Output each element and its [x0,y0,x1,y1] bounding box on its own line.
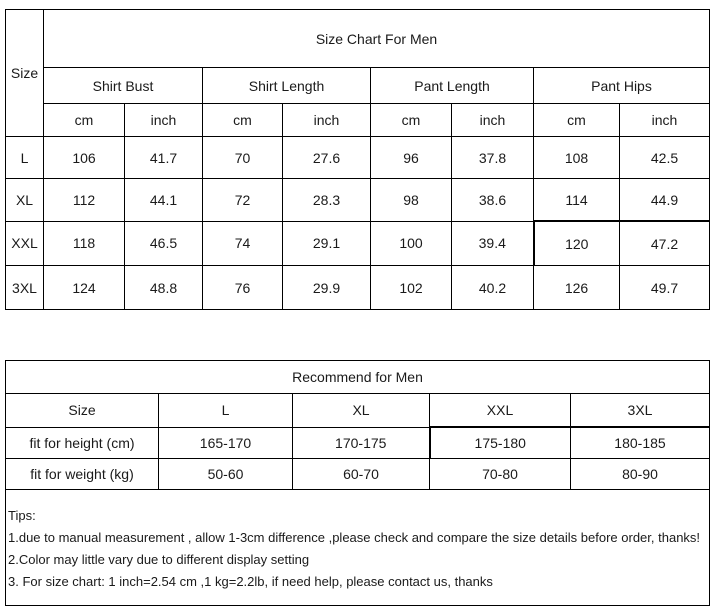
table-cell: 28.3 [283,179,371,222]
table-cell: 74 [203,221,283,266]
size-corner-label: Size [6,10,44,137]
table-cell: 80-90 [571,459,710,490]
table-cell: 49.7 [620,266,710,310]
table-cell: 39.4 [452,221,534,266]
table-cell: 112 [44,179,125,222]
table-row [6,179,710,222]
table-cell: 96 [371,137,452,179]
unit-header: cm [371,104,452,137]
recommend-table [5,360,710,606]
table-cell: 70 [203,137,283,179]
table-row [6,427,710,459]
size-header: XXL [430,394,571,428]
size-header: XL [293,394,430,428]
table-cell: 44.1 [125,179,203,222]
size-label: L [6,137,44,179]
table-row [6,137,710,179]
tip-line: 1.due to manual measurement , allow 1-3cm difference ,please check and compare the size details before order, thanks! [8,530,701,545]
table-cell: 165-170 [159,427,293,459]
unit-header: inch [125,104,203,137]
table-cell: 41.7 [125,137,203,179]
table-cell: 175-180 [430,427,571,459]
table-row [6,221,710,266]
table-cell: 98 [371,179,452,222]
table-cell: 106 [44,137,125,179]
table-cell: 37.8 [452,137,534,179]
size-chart-title: Size Chart For Men [44,10,710,68]
group-header: Shirt Bust [44,68,203,104]
size-header: L [159,394,293,428]
unit-header: cm [44,104,125,137]
unit-header: inch [452,104,534,137]
table-cell: 72 [203,179,283,222]
size-label: XXL [6,221,44,266]
table-cell: 70-80 [430,459,571,490]
table-row [6,266,710,310]
table-cell: 29.9 [283,266,371,310]
row-label: fit for weight (kg) [6,459,159,490]
table-cell: 60-70 [293,459,430,490]
size-chart-table [5,9,710,310]
unit-header: cm [534,104,620,137]
unit-header: cm [203,104,283,137]
tip-line: 2.Color may little vary due to different display setting [8,552,310,567]
table-cell: 126 [534,266,620,310]
table-row [6,459,710,490]
table-cell: 48.8 [125,266,203,310]
table-cell: 124 [44,266,125,310]
table-cell: 118 [44,221,125,266]
table-cell: 27.6 [283,137,371,179]
size-header: 3XL [571,394,710,428]
group-header: Pant Hips [534,68,710,104]
unit-header: inch [620,104,710,137]
tips-heading: Tips: [8,508,36,523]
tips-section [6,490,710,606]
table-cell: 180-185 [571,427,710,459]
row-label: Size [6,394,159,428]
group-header: Shirt Length [203,68,371,104]
table-cell: 120 [534,221,620,266]
tip-line: 3. For size chart: 1 inch=2.54 cm ,1 kg=2.2lb, if need help, please contact us, thanks [8,574,493,589]
table-row [6,394,710,428]
row-label: fit for height (cm) [6,427,159,459]
table-cell: 46.5 [125,221,203,266]
size-label: XL [6,179,44,222]
table-cell: 38.6 [452,179,534,222]
size-label: 3XL [6,266,44,310]
table-cell: 170-175 [293,427,430,459]
table-cell: 29.1 [283,221,371,266]
table-cell: 50-60 [159,459,293,490]
table-cell: 47.2 [620,221,710,266]
table-cell: 44.9 [620,179,710,222]
group-header: Pant Length [371,68,534,104]
table-cell: 114 [534,179,620,222]
table-cell: 42.5 [620,137,710,179]
table-cell: 100 [371,221,452,266]
table-cell: 102 [371,266,452,310]
table-cell: 76 [203,266,283,310]
recommend-title: Recommend for Men [6,361,710,394]
unit-header: inch [283,104,371,137]
table-cell: 40.2 [452,266,534,310]
table-cell: 108 [534,137,620,179]
